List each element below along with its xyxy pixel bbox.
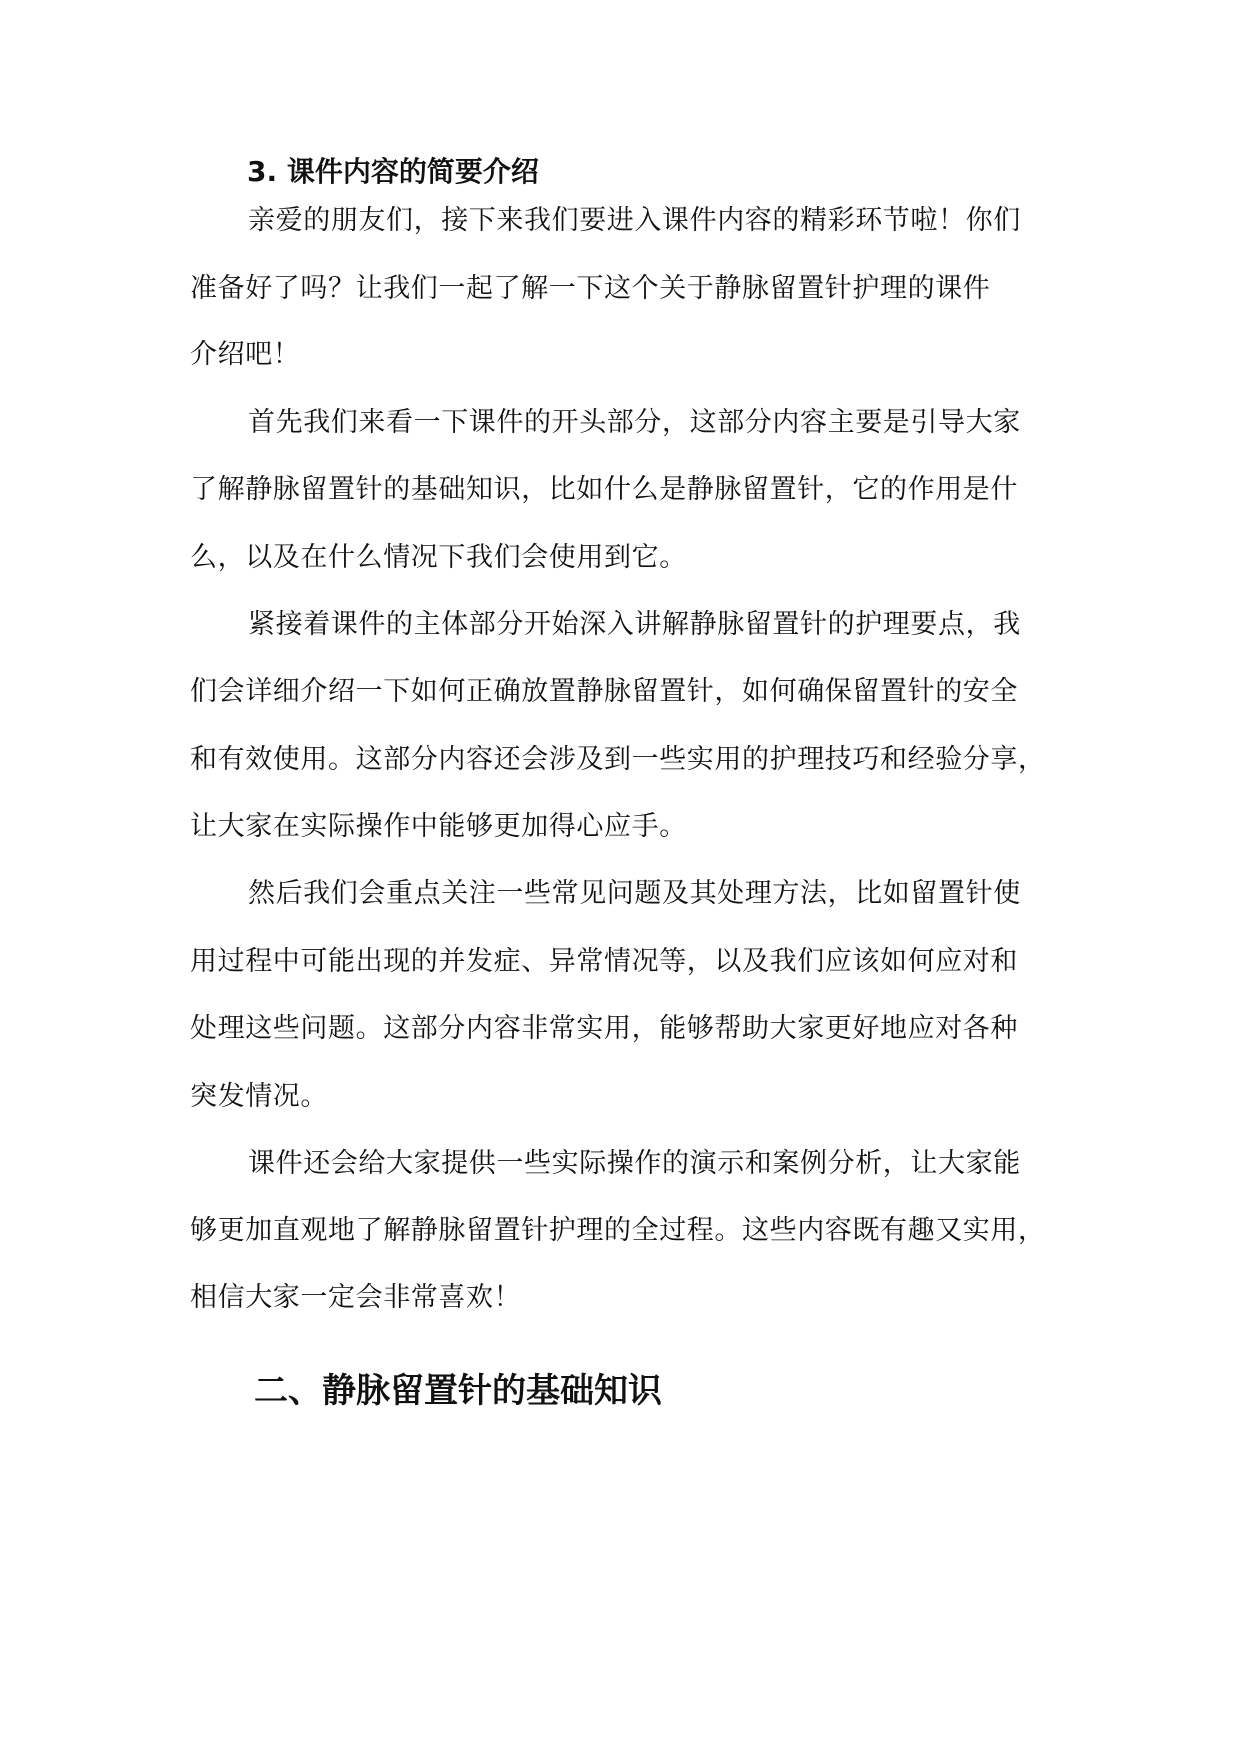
paragraph-1-line-3: 介绍吧！ <box>190 339 301 370</box>
paragraph-2-line-2: 了解静脉留置针的基础知识，比如什么是静脉留置针，它的作用是什 <box>190 474 1018 505</box>
section-title: 二、静脉留置针的基础知识 <box>254 1371 662 1411</box>
paragraph-1-line-1: 亲爱的朋友们，接下来我们要进入课件内容的精彩环节啦！你们 <box>248 205 1021 236</box>
paragraph-5-line-1: 课件还会给大家提供一些实际操作的演示和案例分析，让大家能 <box>248 1148 1021 1179</box>
paragraph-5-line-3: 相信大家一定会非常喜欢！ <box>190 1282 522 1313</box>
paragraph-3-line-3: 和有效使用。这部分内容还会涉及到一些实用的护理技巧和经验分享， <box>190 744 1046 775</box>
paragraph-3-line-2: 们会详细介绍一下如何正确放置静脉留置针，如何确保留置针的安全 <box>190 676 1018 707</box>
paragraph-3-line-1: 紧接着课件的主体部分开始深入讲解静脉留置针的护理要点，我 <box>248 609 1021 640</box>
paragraph-5-line-2: 够更加直观地了解静脉留置针护理的全过程。这些内容既有趣又实用， <box>190 1215 1046 1246</box>
paragraph-1-line-2: 准备好了吗？让我们一起了解一下这个关于静脉留置针护理的课件 <box>190 273 991 304</box>
paragraph-4-line-1: 然后我们会重点关注一些常见问题及其处理方法，比如留置针使 <box>248 878 1021 909</box>
paragraph-4-line-3: 处理这些问题。这部分内容非常实用，能够帮助大家更好地应对各种 <box>190 1013 1018 1044</box>
subheading: 3. 课件内容的简要介绍 <box>247 155 539 188</box>
paragraph-4-line-2: 用过程中可能出现的并发症、异常情况等，以及我们应该如何应对和 <box>190 946 1018 977</box>
paragraph-3-line-4: 让大家在实际操作中能够更加得心应手。 <box>190 811 687 842</box>
paragraph-2-line-3: 么，以及在什么情况下我们会使用到它。 <box>190 542 687 573</box>
paragraph-2-line-1: 首先我们来看一下课件的开头部分，这部分内容主要是引导大家 <box>248 407 1021 438</box>
paragraph-4-line-4: 突发情况。 <box>190 1081 328 1112</box>
